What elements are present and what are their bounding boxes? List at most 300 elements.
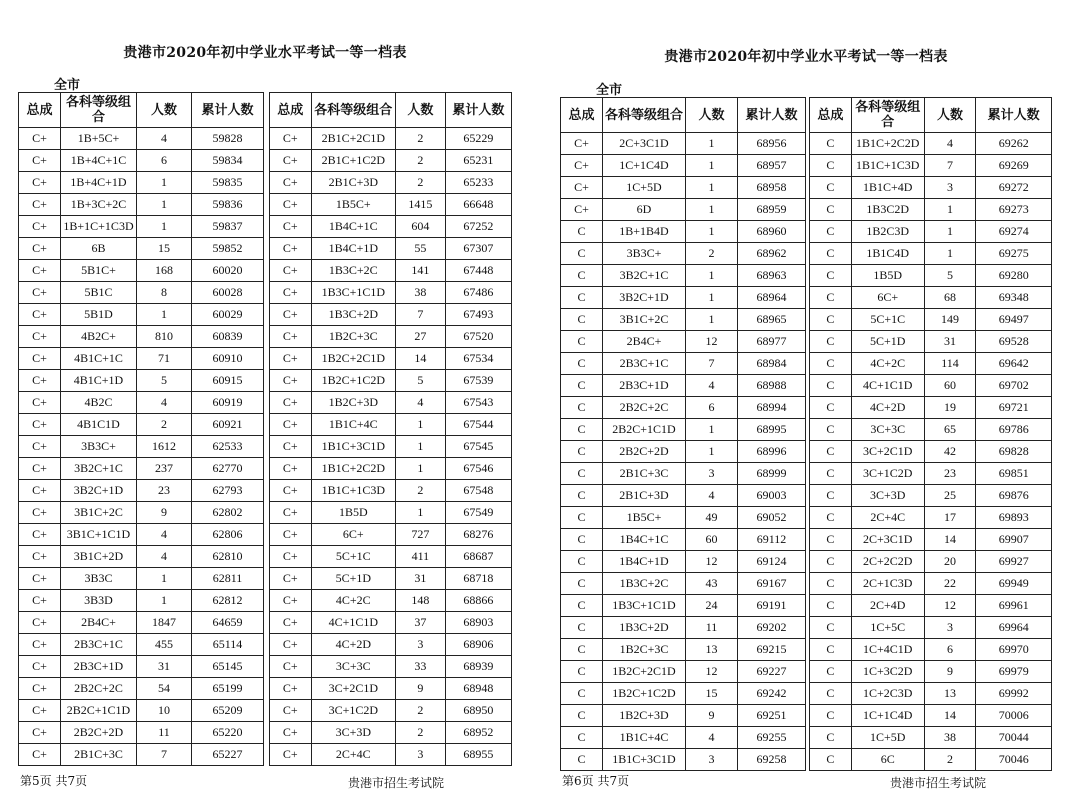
cumulative-count-cell: 67520 [445, 326, 511, 348]
grade-table [18, 92, 264, 766]
cumulative-count-cell: 59836 [192, 194, 264, 216]
table-row [19, 436, 264, 458]
count-cell: 23 [137, 480, 192, 502]
cumulative-count-cell: 68903 [445, 612, 511, 634]
table-row [561, 199, 806, 221]
total-grade-cell: C [561, 309, 603, 331]
count-cell: 237 [137, 458, 192, 480]
subject-combination-cell: 1C+3C2D [851, 661, 924, 683]
cumulative-count-cell: 62811 [192, 568, 264, 590]
total-grade-cell: C+ [561, 155, 603, 177]
cumulative-count-cell: 69702 [976, 375, 1052, 397]
subject-combination-cell: 1B1C+4D [851, 177, 924, 199]
cumulative-count-cell: 69497 [976, 309, 1052, 331]
count-cell: 15 [137, 238, 192, 260]
table-row [810, 727, 1052, 749]
table-row [270, 304, 512, 326]
subject-combination-cell: 5C+1C [851, 309, 924, 331]
total-grade-cell: C+ [19, 392, 61, 414]
table-row [270, 392, 512, 414]
table-row [810, 155, 1052, 177]
table-row [19, 392, 264, 414]
table-row [19, 634, 264, 656]
count-cell: 1847 [137, 612, 192, 634]
cumulative-count-cell: 69348 [976, 287, 1052, 309]
count-cell: 4 [924, 133, 976, 155]
table-row [561, 397, 806, 419]
cumulative-count-cell: 68956 [738, 133, 806, 155]
subject-combination-cell: 1C+4C1D [851, 639, 924, 661]
total-grade-cell: C+ [270, 458, 312, 480]
cumulative-count-cell: 65227 [192, 744, 264, 766]
table-row [270, 590, 512, 612]
table-row [19, 194, 264, 216]
count-cell: 1 [137, 590, 192, 612]
header-cumulative-count: 累计人数 [976, 98, 1052, 133]
count-cell: 38 [924, 727, 976, 749]
subject-combination-cell: 1B+1B4D [603, 221, 686, 243]
table-row [561, 309, 806, 331]
total-grade-cell: C [561, 595, 603, 617]
cumulative-count-cell: 68955 [445, 744, 511, 766]
count-cell: 411 [396, 546, 446, 568]
table-row [561, 463, 806, 485]
subject-combination-cell: 4B2C [61, 392, 137, 414]
count-cell: 71 [137, 348, 192, 370]
count-cell: 12 [686, 551, 738, 573]
total-grade-cell: C+ [19, 436, 61, 458]
cumulative-count-cell: 69269 [976, 155, 1052, 177]
cumulative-count-cell: 60915 [192, 370, 264, 392]
cumulative-count-cell: 69851 [976, 463, 1052, 485]
subject-combination-cell: 5B1D [61, 304, 137, 326]
cumulative-count-cell: 62806 [192, 524, 264, 546]
count-cell: 9 [686, 705, 738, 727]
cumulative-count-cell: 69907 [976, 529, 1052, 551]
cumulative-count-cell: 62770 [192, 458, 264, 480]
table-row [810, 661, 1052, 683]
subject-combination-cell: 3B1C+2C [603, 309, 686, 331]
table-row [561, 441, 806, 463]
total-grade-cell: C [561, 529, 603, 551]
cumulative-count-cell: 65114 [192, 634, 264, 656]
table-row [270, 238, 512, 260]
total-grade-cell: C [810, 133, 852, 155]
table-row [19, 128, 264, 150]
subject-combination-cell: 2B3C+1C [603, 353, 686, 375]
subject-combination-cell: 1B5C+ [311, 194, 396, 216]
subject-combination-cell: 3C+3C [851, 419, 924, 441]
total-grade-cell: C [561, 551, 603, 573]
subject-combination-cell: 3B3D [61, 590, 137, 612]
cumulative-count-cell: 68994 [738, 397, 806, 419]
count-cell: 20 [924, 551, 976, 573]
count-cell: 1 [396, 414, 446, 436]
cumulative-count-cell: 69124 [738, 551, 806, 573]
count-cell: 31 [396, 568, 446, 590]
page-title: 贵港市2020年初中学业水平考试一等一档表 [123, 45, 407, 61]
table-left-wrap [18, 92, 264, 766]
table-row [270, 480, 512, 502]
count-cell: 10 [137, 700, 192, 722]
cumulative-count-cell: 60919 [192, 392, 264, 414]
subject-combination-cell: 1B3C2D [851, 199, 924, 221]
count-cell: 604 [396, 216, 446, 238]
total-grade-cell: C+ [270, 568, 312, 590]
subject-combination-cell: 1B2C+3C [603, 639, 686, 661]
header-subject-combination: 各科等级组合 [851, 98, 924, 133]
total-grade-cell: C [810, 683, 852, 705]
subject-combination-cell: 6C+ [851, 287, 924, 309]
table-row [810, 309, 1052, 331]
subject-combination-cell: 1B2C+2C1D [311, 348, 396, 370]
header-count: 人数 [924, 98, 976, 133]
count-cell: 3 [396, 634, 446, 656]
total-grade-cell: C [810, 573, 852, 595]
table-row [270, 678, 512, 700]
table-row [561, 529, 806, 551]
subject-combination-cell: 2C+2C2D [851, 551, 924, 573]
table-row [810, 419, 1052, 441]
subject-combination-cell: 4C+2D [851, 397, 924, 419]
total-grade-cell: C [810, 507, 852, 529]
subject-combination-cell: 1B1C+3C1D [603, 749, 686, 771]
page-number: 第5页 共7页 [20, 774, 88, 788]
total-grade-cell: C+ [270, 370, 312, 392]
subject-combination-cell: 1B1C4D [851, 243, 924, 265]
table-row [19, 568, 264, 590]
table-row [561, 507, 806, 529]
total-grade-cell: C [810, 265, 852, 287]
count-cell: 12 [686, 331, 738, 353]
cumulative-count-cell: 64659 [192, 612, 264, 634]
table-row [270, 128, 512, 150]
page-6 [560, 0, 1052, 808]
table-row [270, 216, 512, 238]
table-row [19, 678, 264, 700]
total-grade-cell: C+ [270, 546, 312, 568]
subject-combination-cell: 3B3C+ [603, 243, 686, 265]
count-cell: 1415 [396, 194, 446, 216]
header-subject-combination: 各科等级组合 [61, 93, 137, 128]
table-row [270, 502, 512, 524]
total-grade-cell: C+ [19, 304, 61, 326]
table-row [19, 744, 264, 766]
cumulative-count-cell: 65231 [445, 150, 511, 172]
total-grade-cell: C+ [270, 678, 312, 700]
total-grade-cell: C+ [19, 370, 61, 392]
table-row [19, 326, 264, 348]
count-cell: 1 [137, 172, 192, 194]
table-row [19, 238, 264, 260]
count-cell: 7 [137, 744, 192, 766]
subject-combination-cell: 1B4C+1C [603, 529, 686, 551]
total-grade-cell: C+ [270, 634, 312, 656]
table-row [270, 458, 512, 480]
header-subject-combination: 各科等级组合 [603, 98, 686, 133]
table-row [270, 744, 512, 766]
table-row [19, 304, 264, 326]
total-grade-cell: C+ [19, 260, 61, 282]
total-grade-cell: C [810, 661, 852, 683]
header-cumulative-count: 累计人数 [192, 93, 264, 128]
cumulative-count-cell: 69227 [738, 661, 806, 683]
header-row [19, 93, 264, 128]
total-grade-cell: C [561, 727, 603, 749]
table-row [561, 617, 806, 639]
cumulative-count-cell: 68999 [738, 463, 806, 485]
total-grade-cell: C+ [19, 458, 61, 480]
table-row [561, 375, 806, 397]
subject-combination-cell: 4B1C1D [61, 414, 137, 436]
count-cell: 1 [686, 309, 738, 331]
subject-combination-cell: 1B+1C+1C3D [61, 216, 137, 238]
table-row [270, 194, 512, 216]
count-cell: 2 [396, 172, 446, 194]
subject-combination-cell: 2B4C+ [603, 331, 686, 353]
count-cell: 11 [686, 617, 738, 639]
cumulative-count-cell: 68950 [445, 700, 511, 722]
total-grade-cell: C [561, 397, 603, 419]
count-cell: 1 [137, 568, 192, 590]
subject-combination-cell: 1B4C+1C [311, 216, 396, 238]
cumulative-count-cell: 69721 [976, 397, 1052, 419]
count-cell: 1 [137, 304, 192, 326]
cumulative-count-cell: 59852 [192, 238, 264, 260]
subject-combination-cell: 1B+4C+1D [61, 172, 137, 194]
total-grade-cell: C+ [19, 282, 61, 304]
table-row [19, 414, 264, 436]
subject-combination-cell: 4B1C+1C [61, 348, 137, 370]
cumulative-count-cell: 69992 [976, 683, 1052, 705]
count-cell: 1 [686, 177, 738, 199]
table-row [561, 177, 806, 199]
cumulative-count-cell: 69272 [976, 177, 1052, 199]
total-grade-cell: C+ [19, 524, 61, 546]
total-grade-cell: C+ [270, 304, 312, 326]
cumulative-count-cell: 65220 [192, 722, 264, 744]
subject-combination-cell: 4C+1C1D [311, 612, 396, 634]
table-row [270, 150, 512, 172]
cumulative-count-cell: 69003 [738, 485, 806, 507]
subject-combination-cell: 1B+3C+2C [61, 194, 137, 216]
count-cell: 4 [137, 128, 192, 150]
total-grade-cell: C+ [19, 502, 61, 524]
total-grade-cell: C+ [270, 414, 312, 436]
total-grade-cell: C [561, 265, 603, 287]
cumulative-count-cell: 68960 [738, 221, 806, 243]
subject-combination-cell: 1B4C+1D [311, 238, 396, 260]
table-row [561, 287, 806, 309]
table-row [810, 507, 1052, 529]
total-grade-cell: C+ [19, 612, 61, 634]
total-grade-cell: C [561, 683, 603, 705]
subject-combination-cell: 6C [851, 749, 924, 771]
cumulative-count-cell: 67544 [445, 414, 511, 436]
table-row [561, 749, 806, 771]
total-grade-cell: C+ [561, 177, 603, 199]
total-grade-cell: C [810, 221, 852, 243]
cumulative-count-cell: 68984 [738, 353, 806, 375]
header-row [270, 93, 512, 128]
subject-combination-cell: 1C+1C4D [603, 155, 686, 177]
header-subject-combination: 各科等级组合 [311, 93, 396, 128]
table-row [270, 656, 512, 678]
count-cell: 60 [924, 375, 976, 397]
total-grade-cell: C+ [19, 326, 61, 348]
subject-combination-cell: 3B2C+1C [61, 458, 137, 480]
count-cell: 727 [396, 524, 446, 546]
count-cell: 1 [137, 216, 192, 238]
table-row [810, 265, 1052, 287]
table-row [270, 634, 512, 656]
count-cell: 5 [396, 370, 446, 392]
total-grade-cell: C+ [19, 150, 61, 172]
cumulative-count-cell: 66648 [445, 194, 511, 216]
count-cell: 55 [396, 238, 446, 260]
count-cell: 1 [396, 436, 446, 458]
count-cell: 141 [396, 260, 446, 282]
count-cell: 17 [924, 507, 976, 529]
subject-combination-cell: 5C+1D [311, 568, 396, 590]
cumulative-count-cell: 67252 [445, 216, 511, 238]
table-row [19, 612, 264, 634]
subject-combination-cell: 3C+1C2D [311, 700, 396, 722]
total-grade-cell: C+ [19, 744, 61, 766]
count-cell: 43 [686, 573, 738, 595]
count-cell: 9 [924, 661, 976, 683]
cumulative-count-cell: 70006 [976, 705, 1052, 727]
cumulative-count-cell: 69893 [976, 507, 1052, 529]
subject-combination-cell: 1C+1C4D [851, 705, 924, 727]
subject-combination-cell: 3B1C+2D [61, 546, 137, 568]
table-row [561, 661, 806, 683]
total-grade-cell: C+ [19, 414, 61, 436]
subject-combination-cell: 1B5C+ [603, 507, 686, 529]
count-cell: 4 [137, 546, 192, 568]
table-row [270, 414, 512, 436]
total-grade-cell: C+ [270, 238, 312, 260]
count-cell: 1 [686, 199, 738, 221]
subject-combination-cell: 5B1C+ [61, 260, 137, 282]
total-grade-cell: C+ [19, 634, 61, 656]
count-cell: 8 [137, 282, 192, 304]
cumulative-count-cell: 62812 [192, 590, 264, 612]
count-cell: 14 [924, 705, 976, 727]
total-grade-cell: C+ [19, 194, 61, 216]
cumulative-count-cell: 68988 [738, 375, 806, 397]
grade-table [809, 97, 1052, 771]
subject-combination-cell: 2B3C+1C [61, 634, 137, 656]
count-cell: 3 [924, 617, 976, 639]
cumulative-count-cell: 68995 [738, 419, 806, 441]
total-grade-cell: C [810, 419, 852, 441]
table-row [561, 331, 806, 353]
subject-combination-cell: 3C+2C1D [311, 678, 396, 700]
subject-combination-cell: 1B1C+3C1D [311, 436, 396, 458]
total-grade-cell: C [561, 463, 603, 485]
count-cell: 13 [686, 639, 738, 661]
count-cell: 13 [924, 683, 976, 705]
count-cell: 3 [924, 177, 976, 199]
total-grade-cell: C+ [561, 133, 603, 155]
subject-combination-cell: 2B1C+3C [61, 744, 137, 766]
table-row [561, 595, 806, 617]
subject-combination-cell: 3B2C+1D [61, 480, 137, 502]
count-cell: 2 [396, 150, 446, 172]
count-cell: 37 [396, 612, 446, 634]
count-cell: 3 [686, 749, 738, 771]
total-grade-cell: C [561, 617, 603, 639]
total-grade-cell: C+ [270, 194, 312, 216]
table-row [810, 243, 1052, 265]
count-cell: 810 [137, 326, 192, 348]
cumulative-count-cell: 68965 [738, 309, 806, 331]
table-row [810, 705, 1052, 727]
cumulative-count-cell: 67307 [445, 238, 511, 260]
table-row [270, 172, 512, 194]
table-row [810, 683, 1052, 705]
cumulative-count-cell: 67545 [445, 436, 511, 458]
subject-combination-cell: 2C+3C1D [603, 133, 686, 155]
table-left-wrap [560, 97, 806, 771]
cumulative-count-cell: 69251 [738, 705, 806, 727]
grade-table [560, 97, 806, 771]
total-grade-cell: C [561, 749, 603, 771]
cumulative-count-cell: 62793 [192, 480, 264, 502]
total-grade-cell: C+ [19, 546, 61, 568]
total-grade-cell: C+ [19, 480, 61, 502]
count-cell: 33 [396, 656, 446, 678]
region-label: 全市 [54, 78, 81, 93]
total-grade-cell: C [810, 705, 852, 727]
count-cell: 5 [924, 265, 976, 287]
total-grade-cell: C [810, 441, 852, 463]
page-number: 第6页 共7页 [562, 774, 630, 788]
count-cell: 149 [924, 309, 976, 331]
subject-combination-cell: 1C+5D [851, 727, 924, 749]
cumulative-count-cell: 68958 [738, 177, 806, 199]
cumulative-count-cell: 60910 [192, 348, 264, 370]
table-row [810, 221, 1052, 243]
cumulative-count-cell: 69876 [976, 485, 1052, 507]
subject-combination-cell: 2B1C+2C1D [311, 128, 396, 150]
count-cell: 1 [396, 458, 446, 480]
cumulative-count-cell: 69262 [976, 133, 1052, 155]
count-cell: 2 [396, 128, 446, 150]
table-row [810, 595, 1052, 617]
count-cell: 4 [686, 727, 738, 749]
total-grade-cell: C [810, 463, 852, 485]
subject-combination-cell: 2B1C+1C2D [311, 150, 396, 172]
subject-combination-cell: 3B3C+ [61, 436, 137, 458]
subject-combination-cell: 3C+3D [311, 722, 396, 744]
cumulative-count-cell: 68977 [738, 331, 806, 353]
total-grade-cell: C [561, 419, 603, 441]
cumulative-count-cell: 60029 [192, 304, 264, 326]
subject-combination-cell: 1C+2C3D [851, 683, 924, 705]
table-row [810, 573, 1052, 595]
total-grade-cell: C+ [19, 700, 61, 722]
cumulative-count-cell: 65145 [192, 656, 264, 678]
subject-combination-cell: 1B3C+2D [311, 304, 396, 326]
cumulative-count-cell: 69642 [976, 353, 1052, 375]
cumulative-count-cell: 67548 [445, 480, 511, 502]
subject-combination-cell: 1B1C+2C2D [851, 133, 924, 155]
cumulative-count-cell: 69927 [976, 551, 1052, 573]
header-total-grade: 总成 [270, 93, 312, 128]
count-cell: 2 [137, 414, 192, 436]
